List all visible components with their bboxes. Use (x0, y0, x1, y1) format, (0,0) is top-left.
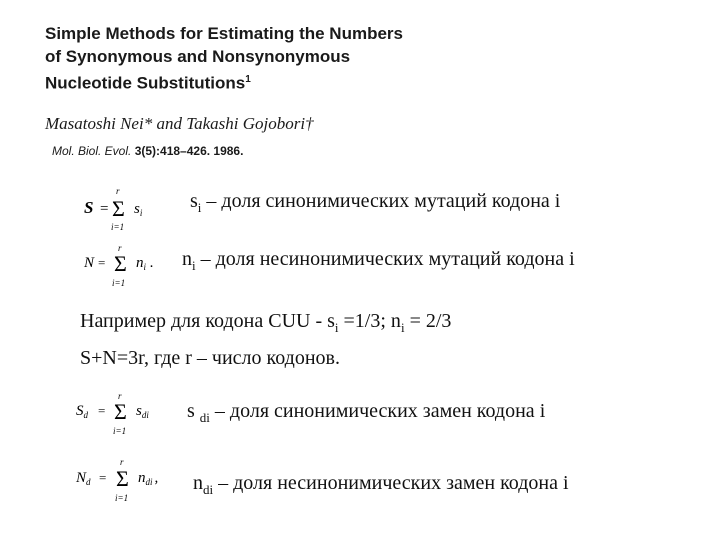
definition-3-symbol: s (187, 400, 200, 422)
formula-N-equals: = (98, 255, 106, 270)
formula-Nd-sum: Σ (116, 466, 129, 491)
formula-N-sum: Σ (114, 251, 127, 276)
definition-3 (187, 400, 545, 426)
formula-Nd-equals: = (99, 470, 107, 485)
formula-N-upper-limit: r (118, 243, 122, 253)
definition-1-symbol: s (190, 190, 198, 212)
formula-Nd-upper-limit: r (120, 457, 124, 467)
example-line-1-c: = 2/3 (404, 310, 452, 332)
formula-Sd-lhs: $S_d$ (76, 403, 88, 420)
paper-title (45, 22, 403, 95)
formula-S-lhs: S (84, 198, 94, 217)
definition-2-text: – доля несинонимических мутаций кодона i (195, 248, 575, 270)
definition-1 (190, 190, 560, 216)
formula-N (76, 240, 176, 295)
formula-Sd (72, 385, 172, 440)
title-line-3 (45, 68, 403, 95)
journal-name: Mol. Biol. Evol. (52, 144, 132, 158)
example-paragraph (80, 306, 451, 374)
formula-S-term: $s_i$ (134, 201, 143, 218)
journal-ref: 3(5):418–426. 1986. (131, 144, 244, 158)
definition-4-text: – доля несинонимических замен кодона i (213, 472, 569, 494)
formula-Nd-term: $n_{di}$ , (138, 470, 159, 487)
formula-Nd-lhs: $N_d$ (76, 470, 91, 487)
example-line-1-sub-2: i (400, 320, 405, 335)
example-line-1-b: =1/3; n (338, 310, 401, 332)
formula-N-lhs: N (84, 255, 95, 271)
title-line-3-text: Nucleotide Substitutions (45, 73, 246, 93)
formula-Nd (72, 452, 182, 507)
title-line-1: Simple Methods for Estimating the Numbers (45, 24, 403, 43)
formula-Sd-upper-limit: r (118, 391, 122, 401)
formula-Nd-lower-limit: i=1 (115, 493, 129, 503)
example-line-1-sub-1: i (334, 320, 339, 335)
definition-1-sub: i (197, 200, 202, 215)
journal-citation (52, 144, 243, 158)
formula-Sd-sum: Σ (114, 399, 127, 424)
definition-3-sub: di (199, 410, 210, 425)
definition-2-symbol: n (182, 248, 192, 270)
formula-S (76, 180, 166, 235)
formula-S-equals: = (100, 201, 109, 217)
example-line-1 (80, 306, 451, 343)
formula-S-lower-limit: i=1 (111, 222, 125, 232)
definition-4-sub: di (203, 482, 214, 497)
formula-Sd-lower-limit: i=1 (113, 426, 127, 436)
title-line-2: of Synonymous and Nonsynonymous (45, 47, 351, 66)
definition-4-symbol: n (193, 472, 203, 494)
formula-S-sum: Σ (112, 196, 125, 221)
title-footnote: 1 (245, 74, 251, 85)
formula-Sd-term: $s_{di}$ (136, 403, 149, 420)
definition-1-text: – доля синонимических мутаций кодона i (201, 190, 561, 212)
definition-4 (193, 472, 569, 498)
formula-N-lower-limit: i=1 (112, 278, 126, 288)
example-line-2: S+N=3r, где r – число кодонов. (80, 347, 340, 369)
paper-authors: Masatoshi Nei* and Takashi Gojobori† (45, 114, 314, 133)
formula-N-term: $n_i$ . (136, 255, 154, 272)
formula-S-upper-limit: r (116, 186, 120, 196)
formula-Sd-equals: = (98, 403, 106, 418)
definition-3-text: – доля синонимических замен кодона i (209, 400, 546, 422)
definition-2 (182, 248, 575, 274)
definition-2-sub: i (192, 258, 196, 273)
example-line-1-a: Например для кодона CUU - s (80, 310, 335, 332)
